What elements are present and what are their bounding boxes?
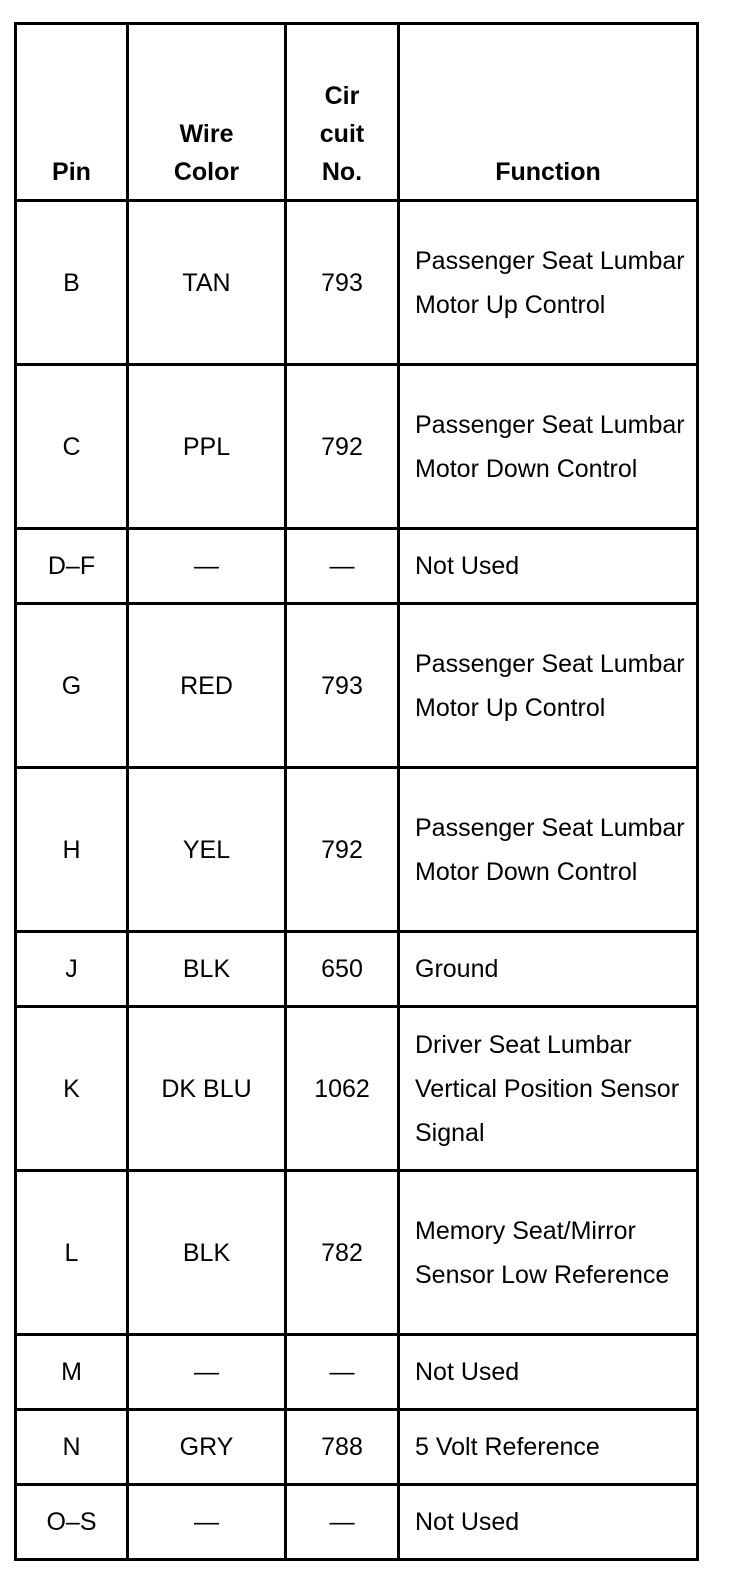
table-row bbox=[16, 1485, 698, 1560]
table-row bbox=[16, 932, 698, 1007]
table-row bbox=[16, 604, 698, 768]
table-row bbox=[16, 768, 698, 932]
pin-cell: N bbox=[16, 1410, 128, 1485]
pin-cell: G bbox=[16, 604, 128, 768]
pin-cell: K bbox=[16, 1007, 128, 1171]
wire-color-cell: BLK bbox=[128, 1171, 286, 1335]
pin-cell: O–S bbox=[16, 1485, 128, 1560]
table-row bbox=[16, 1335, 698, 1410]
function-cell: Not Used bbox=[399, 1485, 698, 1560]
circuit-cell: 650 bbox=[286, 932, 399, 1007]
pin-cell: H bbox=[16, 768, 128, 932]
pin-cell: B bbox=[16, 201, 128, 365]
function-cell: Not Used bbox=[399, 529, 698, 604]
header-wire-color: Wire Color bbox=[128, 24, 286, 201]
table-row bbox=[16, 201, 698, 365]
table-row bbox=[16, 365, 698, 529]
circuit-cell: 788 bbox=[286, 1410, 399, 1485]
wire-color-cell: PPL bbox=[128, 365, 286, 529]
wire-color-cell: — bbox=[128, 1335, 286, 1410]
header-pin: Pin bbox=[16, 24, 128, 201]
circuit-cell: 792 bbox=[286, 365, 399, 529]
table-row bbox=[16, 1171, 698, 1335]
circuit-cell: 1062 bbox=[286, 1007, 399, 1171]
function-cell: Passenger Seat Lumbar Motor Down Control bbox=[399, 768, 698, 932]
circuit-cell: — bbox=[286, 529, 399, 604]
table-row bbox=[16, 529, 698, 604]
pin-cell: J bbox=[16, 932, 128, 1007]
connector-pinout-table bbox=[14, 22, 699, 1561]
function-cell: Passenger Seat Lumbar Motor Up Control bbox=[399, 604, 698, 768]
pin-cell: C bbox=[16, 365, 128, 529]
circuit-cell: 793 bbox=[286, 604, 399, 768]
header-row bbox=[16, 24, 698, 201]
function-cell: Ground bbox=[399, 932, 698, 1007]
function-cell: Passenger Seat Lumbar Motor Down Control bbox=[399, 365, 698, 529]
header-circuit-number: Cir cuit No. bbox=[286, 24, 399, 201]
circuit-cell: — bbox=[286, 1335, 399, 1410]
circuit-cell: — bbox=[286, 1485, 399, 1560]
wire-color-cell: DK BLU bbox=[128, 1007, 286, 1171]
function-cell: Memory Seat/Mirror Sensor Low Reference bbox=[399, 1171, 698, 1335]
circuit-cell: 782 bbox=[286, 1171, 399, 1335]
pin-cell: D–F bbox=[16, 529, 128, 604]
function-cell: Passenger Seat Lumbar Motor Up Control bbox=[399, 201, 698, 365]
wire-color-cell: YEL bbox=[128, 768, 286, 932]
wire-color-cell: BLK bbox=[128, 932, 286, 1007]
function-cell: Not Used bbox=[399, 1335, 698, 1410]
wire-color-cell: — bbox=[128, 1485, 286, 1560]
circuit-cell: 793 bbox=[286, 201, 399, 365]
wire-color-cell: — bbox=[128, 529, 286, 604]
wire-color-cell: RED bbox=[128, 604, 286, 768]
function-cell: Driver Seat Lumbar Vertical Position Sensor Signal bbox=[399, 1007, 698, 1171]
wire-color-cell: GRY bbox=[128, 1410, 286, 1485]
header-function: Function bbox=[399, 24, 698, 201]
pin-cell: M bbox=[16, 1335, 128, 1410]
table-row bbox=[16, 1007, 698, 1171]
table-row bbox=[16, 1410, 698, 1485]
pin-cell: L bbox=[16, 1171, 128, 1335]
wire-color-cell: TAN bbox=[128, 201, 286, 365]
function-cell: 5 Volt Reference bbox=[399, 1410, 698, 1485]
circuit-cell: 792 bbox=[286, 768, 399, 932]
